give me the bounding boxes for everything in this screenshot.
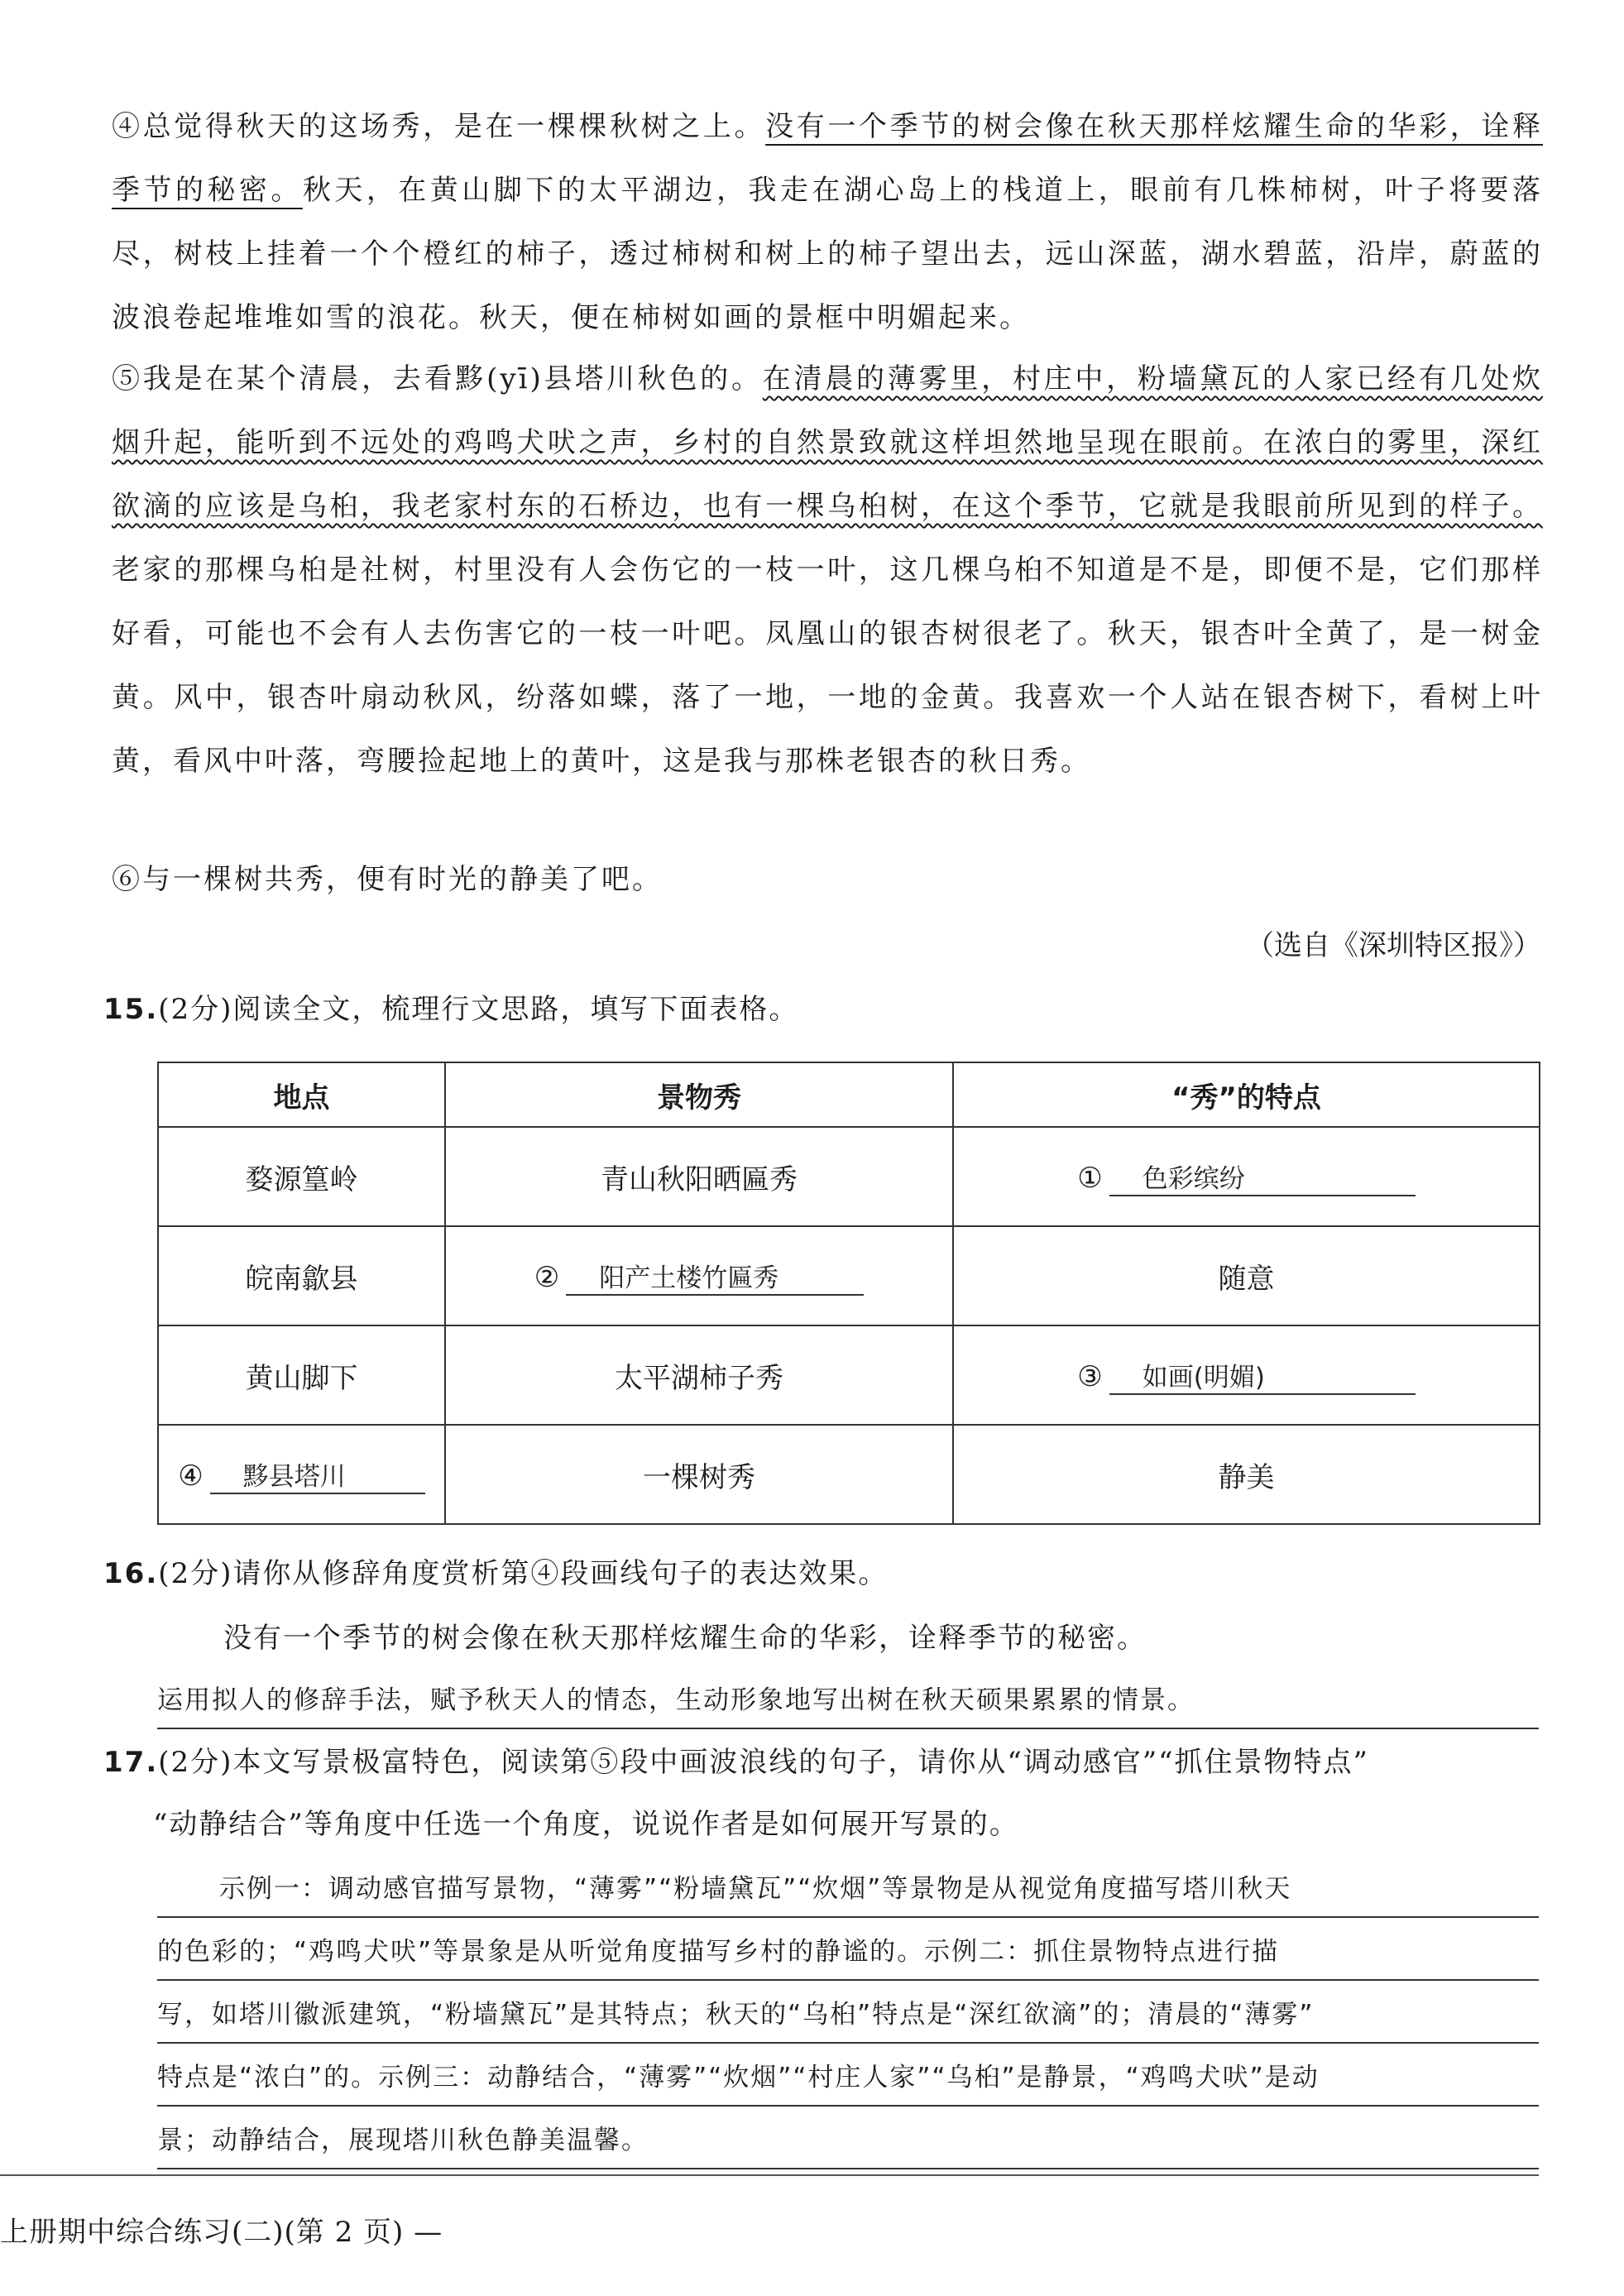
- question-17-answer-line[interactable]: 的色彩的；“鸡鸣犬吠”等景象是从听觉角度描写乡村的静谧的。示例二：抓住景物特点进行描: [157, 1925, 1539, 1981]
- table-header-row: [158, 1062, 1540, 1127]
- blank-marker: ③: [1077, 1359, 1103, 1393]
- cell-place[interactable]: [158, 1425, 445, 1524]
- cell-scene: 青山秋阳晒匾秀: [445, 1127, 953, 1226]
- header-feature: “秀”的特点: [953, 1062, 1540, 1127]
- header-place: 地点: [158, 1062, 445, 1127]
- cell-feature: 静美: [953, 1425, 1540, 1524]
- table-row: [158, 1325, 1540, 1425]
- question-17-answer-line[interactable]: 特点是“浓白”的。示例三：动静结合，“薄雾”“炊烟”“村庄人家”“乌桕”是静景，“鸡鸣犬吠”是动: [157, 2050, 1539, 2107]
- question-15: [103, 985, 1543, 1034]
- cell-place: 皖南歙县: [158, 1226, 445, 1325]
- paragraph-4: [112, 95, 1543, 350]
- question-15-number: 15.: [103, 993, 159, 1026]
- header-scene: 景物秀: [445, 1062, 953, 1127]
- blank-marker: ②: [534, 1260, 560, 1294]
- answer-blank[interactable]: 黟县塔川: [210, 1455, 425, 1494]
- question-17-number: 17.: [103, 1746, 159, 1779]
- blank-marker: ①: [1077, 1161, 1103, 1195]
- question-17-answer-line[interactable]: 写，如塔川徽派建筑，“粉墙黛瓦”是其特点；秋天的“乌桕”特点是“深红欲滴”的；清晨的“薄雾”: [157, 1987, 1539, 2044]
- question-17: [103, 1738, 1543, 1787]
- cell-feature: 随意: [953, 1226, 1540, 1325]
- question-16-quote: 没有一个季节的树会像在秋天那样炫耀生命的华彩，诠释季节的秘密。: [223, 1622, 1147, 1655]
- question-15-text: (2分)阅读全文，梳理行文思路，填写下面表格。: [158, 993, 799, 1026]
- paragraph-5-wavy-sentence: 在清晨的薄雾里，村庄中，粉墙黛瓦的人家已经有几处炊烟升起，能听到不远处的鸡鸣犬吠之声，乡村的自然景致就这样坦然地呈现在眼前。在浓白的雾里，深红欲滴的应该是乌桕，我老家村东的石桥边，也有一棵乌桕树，在这个季节，它就是我眼前所见到的样子。: [112, 362, 1543, 523]
- cell-scene: 太平湖柿子秀: [445, 1325, 953, 1425]
- question-16-answer[interactable]: 运用拟人的修辞手法，赋予秋天人的情态，生动形象地写出树在秋天硕果累累的情景。: [157, 1673, 1539, 1729]
- source-citation: （选自《深圳特区报》）: [1246, 929, 1541, 962]
- table-row: [158, 1226, 1540, 1325]
- blank-marker: ④: [178, 1459, 204, 1493]
- paragraph-4-rest: 秋天，在黄山脚下的太平湖边，我走在湖心岛上的栈道上，眼前有几株柿树，叶子将要落尽，树枝上挂着一个个橙红的柿子，透过柿树和树上的柿子望出去，远山深蓝，湖水碧蓝，沿岸，蔚蓝的波浪卷起堆堆如雪的浪花。秋天，便在柿树如画的景框中明媚起来。: [112, 174, 1544, 334]
- paragraph-6: ⑥与一棵树共秀，便有时光的静美了吧。: [112, 863, 663, 896]
- answer-blank[interactable]: 如画(明媚): [1109, 1356, 1416, 1395]
- cell-scene[interactable]: [445, 1226, 953, 1325]
- cell-feature[interactable]: [953, 1127, 1540, 1226]
- table-row: [158, 1127, 1540, 1226]
- cell-feature[interactable]: [953, 1325, 1540, 1425]
- page-footer: 上册期中综合练习(二)(第 2 页) —: [0, 2216, 443, 2249]
- answer-blank[interactable]: 色彩缤纷: [1109, 1158, 1416, 1196]
- paragraph-4-lead: ④总觉得秋天的这场秀，是在一棵棵秋树之上。: [112, 110, 766, 143]
- question-17-answer-line[interactable]: 景；动静结合，展现塔川秋色静美温馨。: [157, 2113, 1539, 2169]
- paragraph-5-lead: ⑤我是在某个清晨，去看黟(yī)县塔川秋色的。: [112, 362, 763, 395]
- table-row: [158, 1425, 1540, 1524]
- footer-divider: [0, 2174, 1539, 2176]
- question-16: [103, 1549, 1543, 1599]
- answer-blank[interactable]: 阳产土楼竹匾秀: [566, 1257, 864, 1296]
- question-17-text-line2: “动静结合”等角度中任选一个角度，说说作者是如何展开写景的。: [153, 1808, 1019, 1841]
- question-17-text-line1: (2分)本文写景极富特色，阅读第⑤段中画波浪线的句子，请你从“调动感官”“抓住景物特点”: [158, 1746, 1369, 1779]
- question-16-number: 16.: [103, 1557, 159, 1590]
- cell-place: 婺源篁岭: [158, 1127, 445, 1226]
- question-17-answer-line[interactable]: 示例一：调动感官描写景物，“薄雾”“粉墙黛瓦”“炊烟”等景物是从视觉角度描写塔川秋天: [157, 1862, 1539, 1918]
- paragraph-4-underlined-sentence: 没有一个季节的树会像在秋天那样炫耀生命的华彩，诠释季节的秘密。: [112, 110, 1544, 207]
- paragraph-5-rest: 老家的那棵乌桕是社树，村里没有人会伤它的一枝一叶，这几棵乌桕不知道是不是，即便不是，它们那样好看，可能也不会有人去伤害它的一枝一叶吧。凤凰山的银杏树很老了。秋天，银杏叶全黄了，是一树金黄。风中，银杏叶扇动秋风，纷落如蝶，落了一地，一地的金黄。我喜欢一个人站在银杏树下，看树上叶黄，看风中叶落，弯腰捡起地上的黄叶，这是我与那株老银杏的秋日秀。: [112, 554, 1543, 778]
- cell-scene: 一棵树秀: [445, 1425, 953, 1524]
- paragraph-5: [112, 348, 1543, 793]
- question-16-text: (2分)请你从修辞角度赏析第④段画线句子的表达效果。: [158, 1557, 889, 1590]
- cell-place: 黄山脚下: [158, 1325, 445, 1425]
- outline-table: [157, 1062, 1540, 1525]
